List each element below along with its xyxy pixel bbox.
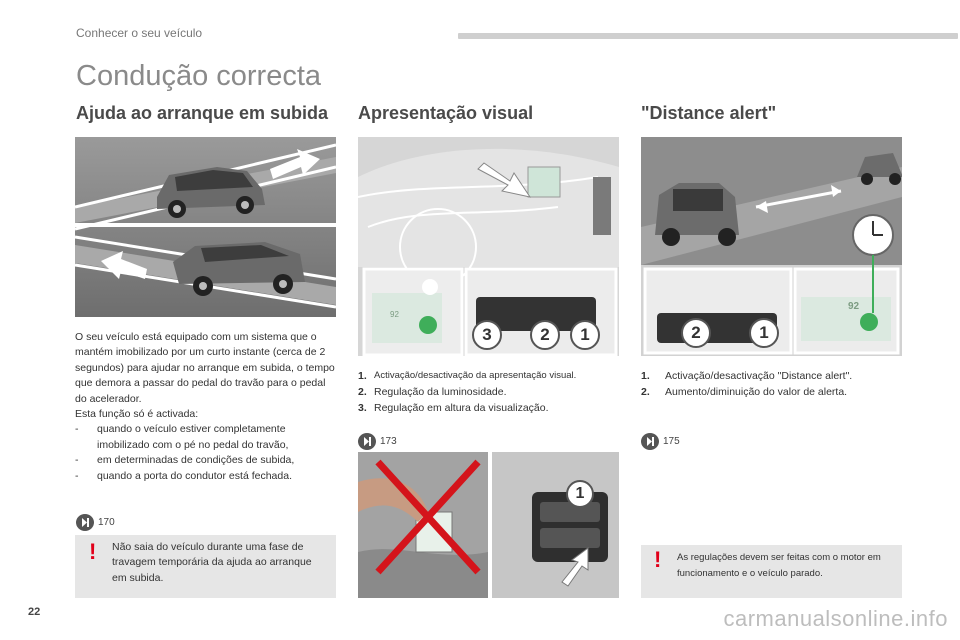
page-link-icon: [76, 514, 94, 531]
warning-icon: !: [89, 539, 97, 564]
hud-controls-list: [358, 368, 620, 416]
list-item: 3. Regulação em altura da visualização.: [358, 402, 549, 414]
callout-2: 2: [530, 320, 560, 350]
section-title-head-up-display: Apresentação visual: [358, 103, 534, 123]
condition-item: - em determinadas de condições de subida,: [75, 454, 295, 467]
section-title-hill-start: Ajuda ao arranque em subida: [76, 103, 329, 123]
list-item: 2. Aumento/diminuição do valor de alerta.: [641, 386, 848, 398]
hill-start-cars-image: [75, 137, 336, 317]
page-reference-number: 175: [663, 436, 680, 447]
page-number: 22: [28, 606, 41, 618]
page-reference-number: 173: [380, 436, 397, 447]
hud-value: 92: [848, 301, 860, 312]
page-reference-number: 170: [98, 517, 115, 528]
page-reference-175[interactable]: [641, 433, 680, 450]
warning-icon: !: [654, 547, 662, 572]
head-up-display-illustration: [358, 137, 619, 356]
page-reference-173[interactable]: [358, 433, 397, 450]
callout-1: 1: [566, 480, 594, 508]
hud-button-illustration: [492, 452, 619, 598]
condition-item: - quando a porta do condutor está fechada.: [75, 469, 292, 482]
distance-alert-warning-text: As regulações devem ser feitas com o motor em funcionamento e o veículo parado.: [677, 552, 881, 579]
list-item: 1. Activação/desactivação "Distance alert".: [641, 370, 853, 382]
watermark: carmanualsonline.info: [723, 606, 948, 631]
header-divider: [458, 33, 958, 39]
hill-start-illustration: [75, 137, 336, 317]
hud-button-press-image: [492, 452, 619, 598]
hill-start-paragraph: O seu veículo está equipado com um sistema que o mantém imobilizado por um curto instante (cerca de 2 segundos) para ajudar no arranque em subida, o tempo que demora a passar do pedal do travão para o pedal do acelerador.: [75, 331, 335, 405]
distance-alert-controls-list: [641, 368, 903, 400]
list-item: 1. Activação/desactivação da apresentação visual.: [358, 370, 577, 382]
section-header: Conhecer o seu veículo: [76, 26, 203, 40]
hill-start-condition-intro: Esta função só é activada:: [75, 408, 199, 421]
page-reference-170[interactable]: [76, 514, 115, 531]
section-title-distance-alert: "Distance alert": [641, 103, 777, 123]
callout-1: 1: [749, 318, 779, 348]
page-title: Condução correcta: [76, 60, 322, 92]
hill-start-warning-text: Não saia do veículo durante uma fase de travagem temporária da ajuda ao arranque em subida.: [112, 541, 312, 584]
callout-1: 1: [570, 320, 600, 350]
page-link-icon: [641, 433, 659, 450]
hill-start-warning-box: [75, 535, 336, 598]
distance-alert-illustration: [641, 137, 902, 356]
page-link-icon: [358, 433, 376, 450]
hud-screen-lower-illustration: [358, 452, 488, 598]
hill-start-description: [75, 330, 337, 484]
hud-value: 92: [390, 310, 399, 319]
distance-alert-warning-box: [641, 545, 902, 598]
list-item: 2. Regulação da luminosidade.: [358, 386, 507, 398]
callout-3: 3: [472, 320, 502, 350]
callout-2: 2: [681, 318, 711, 348]
hud-screen-hand-image: [358, 452, 488, 598]
condition-item: - quando o veículo estiver completamente imobilizado com o pé no pedal do travão,: [75, 423, 289, 451]
